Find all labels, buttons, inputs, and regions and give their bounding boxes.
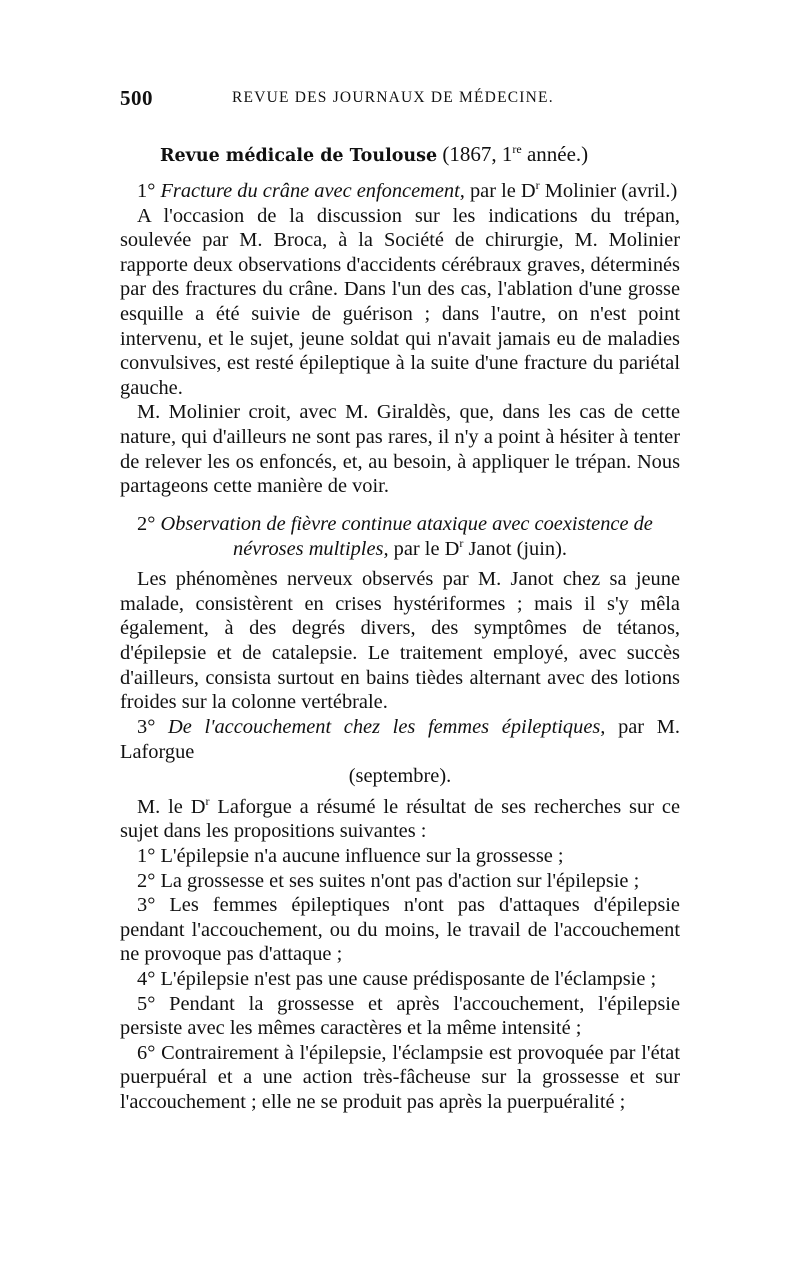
page-number: 500 [120, 86, 153, 110]
article-3-title-line: 3° De l'accouchement chez les femmes épileptiques, par M. Laforgue (septembre). [120, 716, 680, 788]
article-3 [120, 715, 680, 1115]
proposition-item: 4° L'épilepsie n'est pas une cause prédisposante de l'éclampsie ; [137, 967, 657, 990]
article-1-paragraph: M. Molinier croit, avec M. Giraldès, que, dans les cas de cette nature, qui d'ailleurs ne sont pas rares, il n'y a point à hésiter à tenter de relever les os enfoncés, et, au besoin, à appliquer le trépan. Nous partageons cette manière de voir. [120, 401, 680, 498]
proposition-item: 6° Contrairement à l'épilepsie, l'éclampsie est provoquée par l'état puerpuéral et a une action très-fâcheuse sur la grossesse et sur l'accouchement ; elle ne se produit pas après la puerpuéralité ; [120, 1041, 680, 1113]
article-1 [120, 179, 680, 499]
article-2-title: Observation de fièvre continue ataxique avec coexistence de [160, 513, 653, 535]
proposition-item: 5° Pendant la grossesse et après l'accouchement, l'épilepsie persiste avec les mêmes caractères et la même intensité ; [120, 992, 680, 1040]
article-1-title-line: 1° Fracture du crâne avec enfoncement, par le $D^r$ Molinier (avril.) [137, 178, 678, 202]
journal-heading [160, 142, 680, 167]
article-2 [120, 512, 680, 715]
proposition-item: 1° L'épilepsie n'a aucune influence sur la grossesse ; [137, 844, 564, 867]
proposition-item: 2° La grossesse et ses suites n'ont pas d'action sur l'épilepsie ; [137, 869, 640, 892]
running-head-title: REVUE DES JOURNAUX DE MÉDECINE. [232, 89, 554, 106]
running-head [120, 86, 680, 116]
journal-name: Revue médicale de Toulouse [160, 146, 438, 166]
proposition-item: 3° Les femmes épileptiques n'ont pas d'attaques d'épilepsie pendant l'accouchement, ou du moins, le travail de l'accouchement ne provoque pas d'attaque ; [120, 894, 680, 966]
article-2-paragraph: Les phénomènes nerveux observés par M. Janot chez sa jeune malade, consistèrent en crises hystériformes ; mais il s'y mêla également, à des degrés divers, des symptômes de tétanos, d'épilepsie et de catalepsie. Le traitement employé, avec succès d'ailleurs, consista surtout en bains tièdes alternant avec des lotions froides sur la colonne vertébrale. [120, 568, 680, 714]
journal-year: (1867, 1re année.) [442, 142, 589, 166]
article-1-title: Fracture du crâne avec enfoncement, [160, 180, 465, 202]
article-3-title: De l'accouchement chez les femmes épileptiques, [168, 716, 606, 738]
article-3-intro: M. le $D^r$ Laforgue a résumé le résultat de ses recherches sur ce sujet dans les propositions suivantes : [120, 793, 680, 843]
article-1-paragraph: A l'occasion de la discussion sur les indications du trépan, soulevée par M. Broca, à la Société de chirurgie, M. Molinier rapporte deux observations d'accidents cérébraux graves, déterminés par des fractures du crâne. Dans l'un des cas, l'ablation d'une grosse esquille a été suivie de guérison ; dans l'autre, on n'est point intervenu, et le sujet, jeune soldat qui n'avait jamais eu de maladies convulsives, est resté épileptique à la suite d'une fracture du pariétal gauche. [120, 204, 680, 399]
article-2-title-line: 2° Observation de fièvre continue ataxique avec coexistence de névroses multiples, par le $D^r$ Janot (juin). [137, 513, 653, 560]
